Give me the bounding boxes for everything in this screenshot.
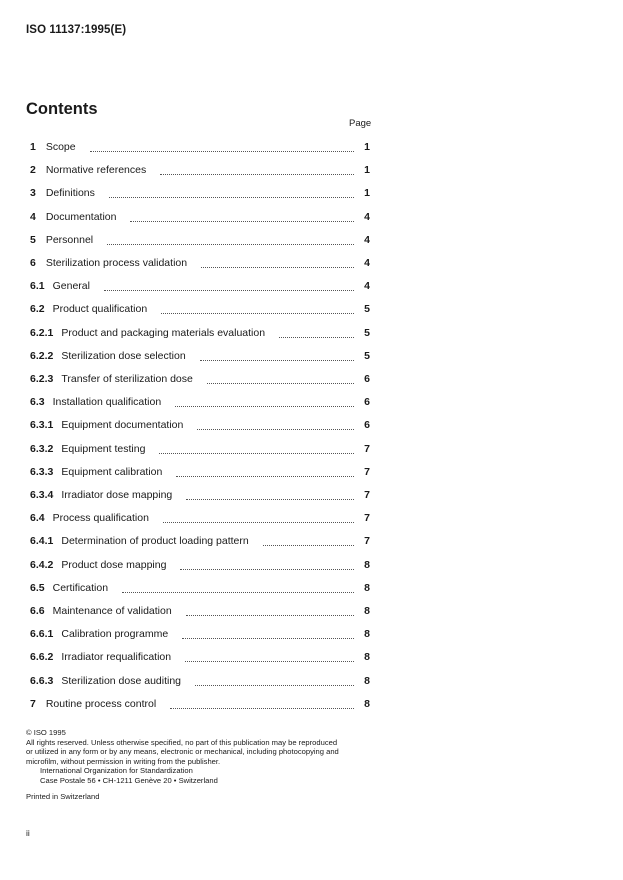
toc-entry-number: 2 — [30, 164, 36, 177]
dot-leader — [195, 684, 354, 686]
toc-entry-title: Product qualification — [52, 303, 148, 316]
dot-leader — [180, 568, 354, 570]
toc-entry[interactable] — [30, 675, 370, 689]
dot-leader — [200, 359, 354, 361]
toc-entry-page: 5 — [364, 303, 370, 316]
toc-entry[interactable] — [30, 234, 370, 248]
toc-entry-number: 5 — [30, 233, 36, 246]
toc-entry-title: Equipment documentation — [61, 419, 184, 432]
toc-entry[interactable] — [30, 187, 370, 201]
toc-entry-number: 6.3 — [30, 396, 45, 409]
dot-leader — [197, 428, 354, 430]
toc-entry-page: 8 — [364, 605, 370, 617]
contents-title: Contents — [26, 100, 98, 118]
toc-entry-number: 6.6.3 — [30, 674, 54, 687]
toc-entry-number: 6.3.3 — [30, 465, 54, 478]
toc-entry-number: 6.1 — [30, 280, 45, 293]
dot-leader — [207, 382, 354, 384]
toc-entry-page: 4 — [364, 257, 370, 269]
dot-leader — [186, 614, 354, 616]
toc-entry-title: Certification — [52, 581, 109, 594]
toc-entry[interactable] — [30, 419, 370, 433]
toc-entry-number: 1 — [30, 141, 36, 153]
toc-entry-title: Normative references — [45, 164, 147, 177]
toc-entry[interactable] — [30, 141, 370, 155]
toc-entry-page: 7 — [364, 465, 370, 478]
page-column-label: Page — [349, 118, 372, 129]
copyright-notice — [26, 728, 376, 801]
dot-leader — [176, 475, 354, 477]
toc-entry-title: Installation qualification — [52, 396, 162, 409]
toc-entry[interactable] — [30, 303, 370, 317]
toc-entry-title: Scope — [45, 141, 76, 153]
toc-entry[interactable] — [30, 396, 370, 410]
toc-entry-title: Determination of product loading pattern — [61, 535, 249, 548]
toc-entry-title: Process qualification — [52, 512, 149, 525]
toc-entry[interactable] — [30, 582, 370, 596]
copyright-line: © ISO 1995 — [26, 728, 66, 737]
toc-entry-number: 6.4.2 — [30, 558, 54, 571]
toc-entry[interactable] — [30, 327, 370, 341]
toc-entry-title: Calibration programme — [61, 628, 169, 641]
toc-entry-page: 1 — [364, 141, 370, 153]
toc-entry-page: 7 — [364, 535, 370, 548]
dot-leader — [170, 707, 354, 709]
toc-entry-number: 6.6.2 — [30, 651, 54, 664]
printed-in: Printed in Switzerland — [26, 791, 100, 801]
toc-entry-title: Maintenance of validation — [52, 605, 172, 617]
dot-leader — [130, 220, 354, 222]
toc-entry-number: 6.4 — [30, 512, 45, 525]
toc-entry-number: 6.5 — [30, 581, 45, 594]
toc-entry[interactable] — [30, 466, 370, 480]
rights-line-3: microfilm, without permission in writing from the publisher. — [26, 756, 221, 766]
toc-entry-title: Irradiator requalification — [61, 651, 172, 664]
toc-entry-page: 4 — [364, 233, 370, 246]
toc-entry-title: Documentation — [45, 210, 117, 223]
toc-entry-number: 3 — [30, 187, 36, 200]
dot-leader — [201, 266, 354, 268]
toc-entry-page: 5 — [364, 326, 370, 339]
toc-entry[interactable] — [30, 350, 370, 364]
toc-entry-title: Sterilization dose selection — [61, 349, 186, 362]
toc-entry[interactable] — [30, 651, 370, 665]
toc-entry[interactable] — [30, 257, 370, 271]
toc-entry-number: 6 — [30, 257, 36, 269]
toc-entry-page: 4 — [364, 210, 370, 223]
rights-line-1: All rights reserved. Unless otherwise specified, no part of this publication may be reproduced — [26, 737, 338, 747]
toc-entry[interactable] — [30, 164, 370, 178]
dot-leader — [109, 196, 354, 198]
toc-entry-title: Personnel — [45, 233, 94, 246]
toc-entry-number: 6.6 — [30, 605, 45, 617]
toc-entry-page: 8 — [364, 558, 370, 571]
toc-entry-title: Equipment calibration — [61, 465, 163, 478]
rights-line-2: or utilized in any form or by any means, electronic or mechanical, including photocopying and — [26, 747, 339, 757]
toc-entry-page: 6 — [364, 396, 370, 409]
dot-leader — [104, 289, 354, 291]
dot-leader — [160, 173, 354, 175]
toc-entry[interactable] — [30, 512, 370, 526]
dot-leader — [263, 544, 354, 546]
toc-entry-title: Irradiator dose mapping — [61, 489, 173, 501]
toc-entry-title: Transfer of sterilization dose — [61, 373, 193, 385]
toc-entry-title: Routine process control — [45, 697, 157, 710]
organization-address: Case Postale 56 • CH-1211 Genève 20 • Switzerland — [40, 775, 218, 785]
page-folio: ii — [26, 828, 30, 838]
toc-entry-page: 4 — [364, 280, 370, 293]
toc-entry-number: 6.2.1 — [30, 326, 54, 339]
dot-leader — [185, 660, 354, 662]
toc-entry-page: 7 — [364, 442, 370, 455]
toc-entry-title: Sterilization dose auditing — [61, 674, 182, 687]
toc-entry[interactable] — [30, 535, 370, 549]
toc-entry-title: General — [52, 280, 90, 293]
dot-leader — [122, 591, 354, 593]
toc-entry-number: 4 — [30, 210, 36, 223]
toc-entry-title: Product and packaging materials evaluation — [61, 326, 266, 339]
toc-entry[interactable] — [30, 559, 370, 573]
dot-leader — [107, 243, 354, 245]
toc-entry[interactable] — [30, 211, 370, 225]
toc-entry[interactable] — [30, 628, 370, 642]
toc-entry-page: 8 — [364, 651, 370, 664]
toc-entry-number: 6.2.3 — [30, 373, 54, 385]
toc-entry[interactable] — [30, 373, 370, 387]
toc-entry-number: 6.3.2 — [30, 442, 54, 455]
toc-entry-page: 8 — [364, 581, 370, 594]
toc-entry[interactable] — [30, 443, 370, 457]
toc-entry-page: 7 — [364, 512, 370, 525]
organization-name: International Organization for Standardization — [40, 766, 193, 776]
toc-entry-page: 7 — [364, 489, 370, 501]
toc-entry[interactable] — [30, 698, 370, 712]
toc-entry-number: 6.2.2 — [30, 349, 54, 362]
toc-entry-page: 8 — [364, 674, 370, 687]
dot-leader — [159, 452, 354, 454]
toc-entry-page: 6 — [364, 419, 370, 432]
toc-entry-page: 8 — [364, 697, 370, 710]
toc-entry-number: 6.3.4 — [30, 489, 54, 501]
toc-entry-page: 6 — [364, 373, 370, 385]
toc-entry-number: 6.3.1 — [30, 419, 54, 432]
dot-leader — [186, 498, 354, 500]
toc-entry-number: 7 — [30, 697, 36, 710]
toc-entry-number: 6.6.1 — [30, 628, 54, 641]
toc-entry-page: 8 — [364, 628, 370, 641]
document-header: ISO 11137:1995(E) — [26, 24, 127, 36]
toc-entry-title: Equipment testing — [61, 442, 146, 455]
dot-leader — [90, 150, 354, 152]
toc-entry[interactable] — [30, 489, 370, 503]
toc-entry[interactable] — [30, 605, 370, 619]
dot-leader — [175, 405, 354, 407]
toc-entry-title: Sterilization process validation — [45, 257, 188, 269]
toc-entry-page: 1 — [364, 187, 370, 200]
dot-leader — [163, 521, 354, 523]
toc-entry-page: 1 — [364, 164, 370, 177]
toc-entry-number: 6.2 — [30, 303, 45, 316]
dot-leader — [279, 336, 354, 338]
toc-entry-number: 6.4.1 — [30, 535, 54, 548]
dot-leader — [161, 312, 354, 314]
toc-entry-page: 5 — [364, 349, 370, 362]
dot-leader — [182, 637, 354, 639]
toc-entry-title: Definitions — [45, 187, 95, 200]
toc-entry[interactable] — [30, 280, 370, 294]
toc-entry-title: Product dose mapping — [61, 558, 167, 571]
